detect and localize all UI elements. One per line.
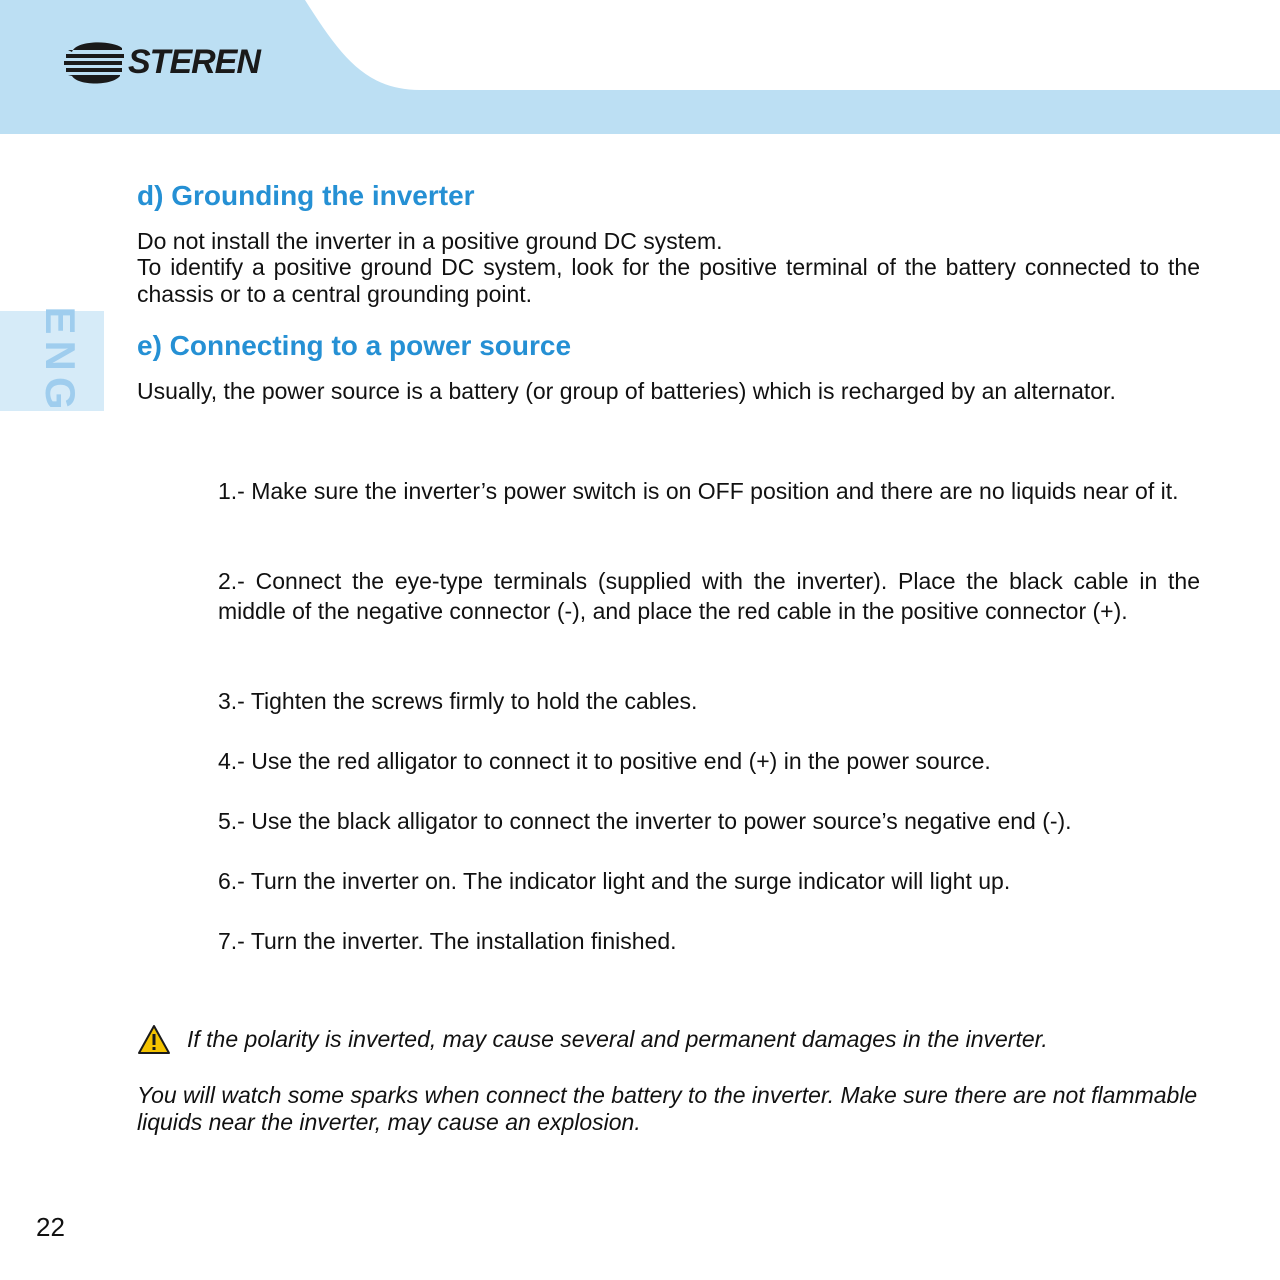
section-heading-grounding: d) Grounding the inverter: [137, 180, 475, 211]
steren-logo-text: STEREN: [128, 42, 260, 81]
power-source-paragraph: Usually, the power source is a battery (or group of batteries) which is recharged by an alternator.: [137, 378, 1116, 404]
grounding-paragraph-2: To identify a positive ground DC system, look for the positive terminal of the battery connected to the chassis or to a central grounding point.: [137, 254, 1200, 307]
step-5: 5.- Use the black alligator to connect the inverter to power source’s negative end (-).: [218, 808, 1072, 834]
warning-triangle-icon: [137, 1024, 171, 1056]
section-heading-power-source: e) Connecting to a power source: [137, 330, 572, 361]
grounding-paragraph-1: Do not install the inverter in a positive ground DC system.: [137, 228, 723, 254]
step-7: 7.- Turn the inverter. The installation finished.: [218, 928, 677, 954]
step-4: 4.- Use the red alligator to connect it to positive end (+) in the power source.: [218, 748, 991, 774]
step-3: 3.- Tighten the screws firmly to hold the cables.: [218, 688, 698, 714]
steren-logo: [64, 34, 260, 90]
language-tab-label: ENG: [37, 306, 84, 416]
sparks-note: You will watch some sparks when connect the battery to the inverter. Make sure there are not flammable liquids near the inverter, may cause an explosion.: [137, 1082, 1198, 1135]
step-2: 2.- Connect the eye-type terminals (supplied with the inverter). Place the black cable in the middle of the negative connector (-), and place the red cable in the positive connector (+).: [218, 568, 1200, 624]
warning-text: If the polarity is inverted, may cause several and permanent damages in the inverter.: [187, 1026, 1048, 1052]
polarity-warning: [137, 1024, 1200, 1058]
step-6: 6.- Turn the inverter on. The indicator light and the surge indicator will light up.: [218, 868, 1011, 894]
steren-logo-mark-icon: [64, 34, 124, 90]
step-1: 1.- Make sure the inverter’s power switch is on OFF position and there are no liquids near of it.: [218, 478, 1179, 504]
page-number: 22: [36, 1212, 65, 1242]
